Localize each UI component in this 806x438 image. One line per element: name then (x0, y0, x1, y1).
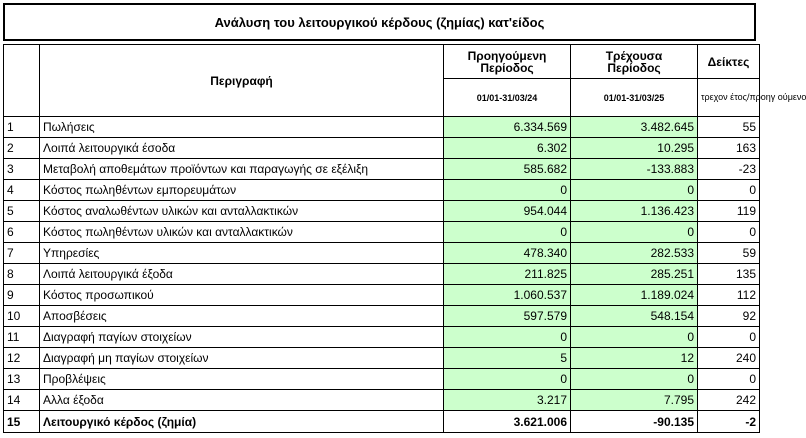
index-value-cell[interactable]: 0 (698, 180, 760, 201)
table-title: Ανάλυση του λειτουργικού κέρδους (ζημίας) κατ'είδος (3, 3, 756, 41)
previous-period-value-cell[interactable]: 3.217 (444, 390, 571, 411)
previous-period-value-cell[interactable]: 0 (444, 369, 571, 390)
current-period-value-cell[interactable]: 12 (571, 348, 698, 369)
index-value-cell[interactable]: 242 (698, 390, 760, 411)
header-current-dates: 01/01-31/03/25 (571, 79, 698, 117)
header-index-subtitle: τρεχον έτος/προηγ ούμενο (698, 79, 760, 117)
row-number-cell[interactable]: 7 (4, 243, 40, 264)
total-row (4, 411, 760, 433)
row-number-cell[interactable]: 4 (4, 180, 40, 201)
header-current-line2: Περίοδος (607, 60, 661, 75)
table-row (4, 243, 760, 264)
current-period-value-cell[interactable]: 285.251 (571, 264, 698, 285)
index-value-cell[interactable]: 163 (698, 138, 760, 159)
row-description-cell[interactable]: Λοιπά λειτουργικά έσοδα (40, 138, 444, 159)
previous-period-value-cell[interactable]: 211.825 (444, 264, 571, 285)
row-number-cell[interactable]: 3 (4, 159, 40, 180)
row-number-cell[interactable]: 10 (4, 306, 40, 327)
previous-period-value-cell[interactable]: 0 (444, 327, 571, 348)
table-row (4, 327, 760, 348)
table-row (4, 222, 760, 243)
row-description-cell[interactable]: Υπηρεσίες (40, 243, 444, 264)
current-period-value-cell[interactable]: 3.482.645 (571, 117, 698, 138)
previous-period-value-cell[interactable]: 597.579 (444, 306, 571, 327)
current-period-value-cell[interactable]: 1.189.024 (571, 285, 698, 306)
operating-profit-table (3, 44, 806, 433)
previous-period-value-cell[interactable]: 3.621.006 (444, 411, 571, 433)
row-number-cell[interactable]: 12 (4, 348, 40, 369)
index-value-cell[interactable]: 59 (698, 243, 760, 264)
index-value-cell[interactable]: 240 (698, 348, 760, 369)
row-number-cell[interactable]: 5 (4, 201, 40, 222)
current-period-value-cell[interactable]: 7.795 (571, 390, 698, 411)
table-row (4, 117, 760, 138)
previous-period-value-cell[interactable]: 954.044 (444, 201, 571, 222)
header-num-cell (4, 45, 40, 117)
table-row (4, 306, 760, 327)
current-period-value-cell[interactable]: 0 (571, 180, 698, 201)
row-description-cell[interactable]: Διαγραφή παγίων στοιχείων (40, 327, 444, 348)
row-number-cell[interactable]: 8 (4, 264, 40, 285)
header-previous-dates: 01/01-31/03/24 (444, 79, 571, 117)
header-row-1 (4, 45, 760, 79)
row-number-cell[interactable]: 11 (4, 327, 40, 348)
table-row (4, 159, 760, 180)
row-description-cell[interactable]: Αποσβέσεις (40, 306, 444, 327)
row-description-cell[interactable]: Λοιπά λειτουργικά έξοδα (40, 264, 444, 285)
row-description-cell[interactable]: Λειτουργικό κέρδος (ζημία) (40, 411, 444, 433)
previous-period-value-cell[interactable]: 0 (444, 180, 571, 201)
table-row (4, 180, 760, 201)
index-value-cell[interactable]: 0 (698, 222, 760, 243)
row-number-cell[interactable]: 9 (4, 285, 40, 306)
table-row (4, 201, 760, 222)
row-description-cell[interactable]: Αλλα έξοδα (40, 390, 444, 411)
index-value-cell[interactable]: 0 (698, 327, 760, 348)
row-number-cell[interactable]: 14 (4, 390, 40, 411)
row-number-cell[interactable]: 2 (4, 138, 40, 159)
header-previous-line1: Προηγούμενη (467, 48, 547, 63)
current-period-value-cell[interactable]: 0 (571, 327, 698, 348)
index-value-cell[interactable]: 119 (698, 201, 760, 222)
row-description-cell[interactable]: Πωλήσεις (40, 117, 444, 138)
previous-period-value-cell[interactable]: 478.340 (444, 243, 571, 264)
row-number-cell[interactable]: 1 (4, 117, 40, 138)
current-period-value-cell[interactable]: 0 (571, 222, 698, 243)
row-description-cell[interactable]: Μεταβολή αποθεμάτων προϊόντων και παραγωγής σε εξέλιξη (40, 159, 444, 180)
row-description-cell[interactable]: Κόστος πωληθέντων εμπορευμάτων (40, 180, 444, 201)
header-current-period (571, 45, 698, 79)
header-description: Περιγραφή (40, 45, 444, 117)
table-row (4, 285, 760, 306)
row-description-cell[interactable]: Διαγραφή μη παγίων στοιχείων (40, 348, 444, 369)
row-description-cell[interactable]: Κόστος αναλωθέντων υλικών και ανταλλακτικών (40, 201, 444, 222)
header-previous-line2: Περίοδος (480, 60, 534, 75)
row-description-cell[interactable]: Προβλέψεις (40, 369, 444, 390)
current-period-value-cell[interactable]: 10.295 (571, 138, 698, 159)
header-index-title: Δείκτες (698, 45, 760, 79)
table-row (4, 264, 760, 285)
header-previous-period (444, 45, 571, 79)
current-period-value-cell[interactable]: -133.883 (571, 159, 698, 180)
header-current-line1: Τρέχουσα (605, 48, 663, 63)
current-period-value-cell[interactable]: 282.533 (571, 243, 698, 264)
previous-period-value-cell[interactable]: 6.334.569 (444, 117, 571, 138)
index-value-cell[interactable]: -2 (698, 411, 760, 433)
row-description-cell[interactable]: Κόστος προσωπικού (40, 285, 444, 306)
row-description-cell[interactable]: Κόστος πωληθέντων υλικών και ανταλλακτικών (40, 222, 444, 243)
previous-period-value-cell[interactable]: 1.060.537 (444, 285, 571, 306)
row-number-cell[interactable]: 6 (4, 222, 40, 243)
index-value-cell[interactable]: 135 (698, 264, 760, 285)
index-value-cell[interactable]: -23 (698, 159, 760, 180)
table-row (4, 369, 760, 390)
index-value-cell[interactable]: 55 (698, 117, 760, 138)
current-period-value-cell[interactable]: -90.135 (571, 411, 698, 433)
table-row (4, 348, 760, 369)
current-period-value-cell[interactable]: 0 (571, 369, 698, 390)
index-value-cell[interactable]: 92 (698, 306, 760, 327)
row-number-cell[interactable]: 15 (4, 411, 40, 433)
current-period-value-cell[interactable]: 548.154 (571, 306, 698, 327)
previous-period-value-cell[interactable]: 0 (444, 222, 571, 243)
current-period-value-cell[interactable]: 1.136.423 (571, 201, 698, 222)
previous-period-value-cell[interactable]: 585.682 (444, 159, 571, 180)
row-number-cell[interactable]: 13 (4, 369, 40, 390)
index-value-cell[interactable]: 0 (698, 369, 760, 390)
table-row (4, 390, 760, 411)
previous-period-value-cell[interactable]: 6.302 (444, 138, 571, 159)
table-row (4, 138, 760, 159)
previous-period-value-cell[interactable]: 5 (444, 348, 571, 369)
index-value-cell[interactable]: 112 (698, 285, 760, 306)
